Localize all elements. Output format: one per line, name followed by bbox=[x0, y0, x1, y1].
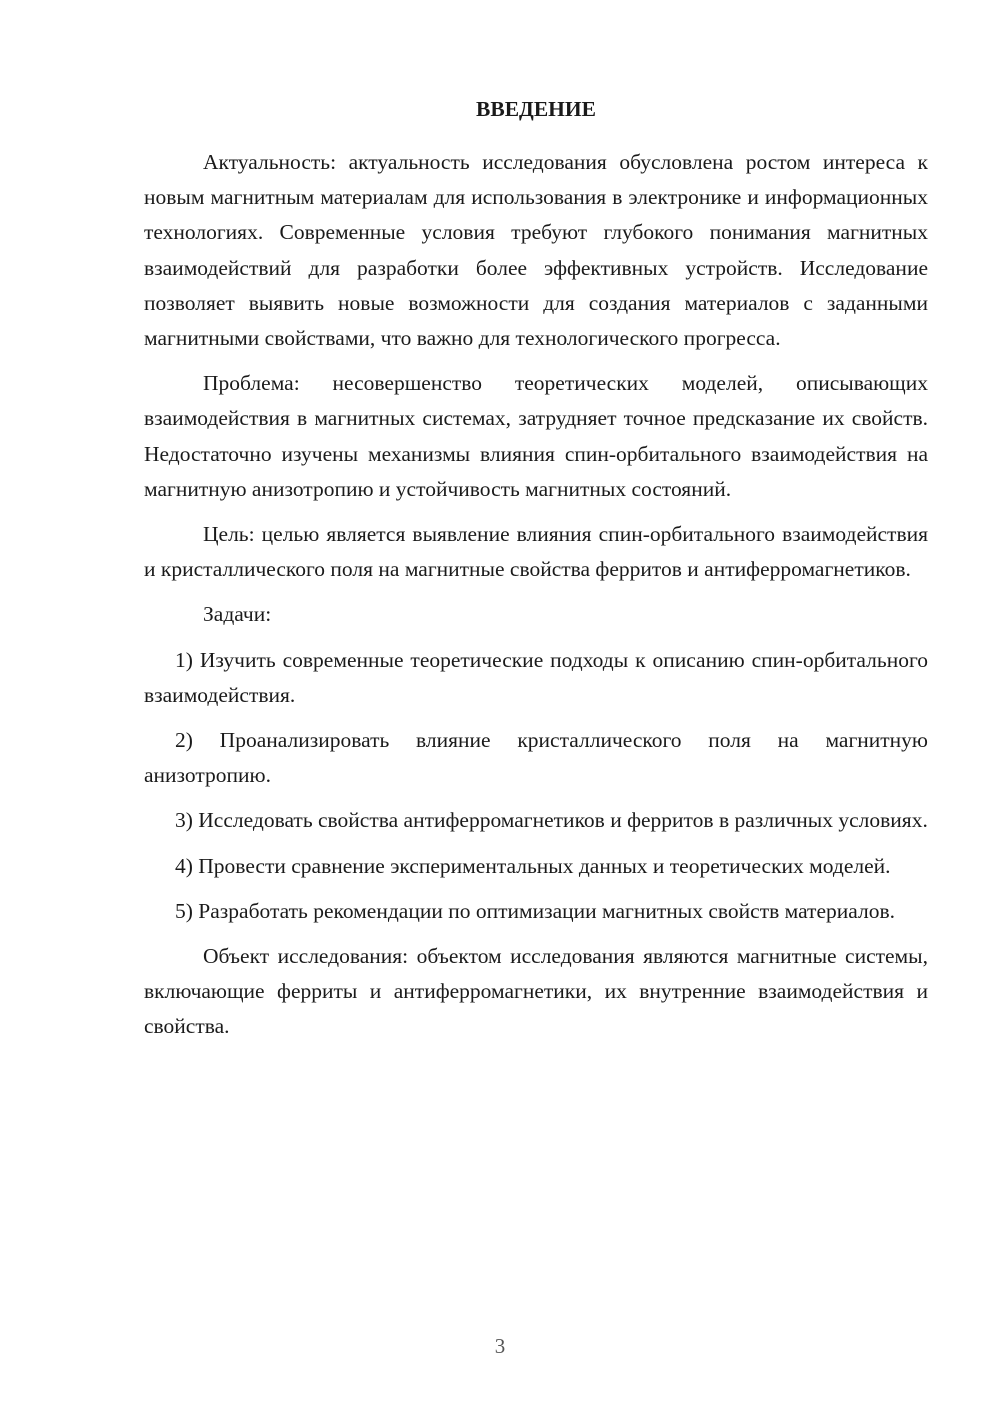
task-item-2: 2) Проанализировать влияние кристаллического поля на магнитную анизотропию. bbox=[144, 728, 928, 788]
paragraph-goal: Цель: целью является выявление влияния спин-орбитального взаимодействия и кристаллического поля на магнитные свойства ферритов и антиферромагнетиков. bbox=[144, 522, 928, 582]
task-item-4: 4) Провести сравнение экспериментальных данных и теоретических моделей. bbox=[175, 853, 891, 878]
task-item-5: 5) Разработать рекомендации по оптимизации магнитных свойств материалов. bbox=[175, 898, 895, 923]
paragraph-relevance: Актуальность: актуальность исследования обусловлена ростом интереса к новым магнитным материалам для использования в электронике и информационных технологиях. Современные условия требуют глубокого понимания магнитных взаимодействий для разработки более эффективных устройств. Исследование позволяет выявить новые возможности для создания материалов с заданными магнитными свойствами, что важно для технологического прогресса. bbox=[144, 150, 928, 351]
paragraph-object: Объект исследования: объектом исследования являются магнитные системы, включающие ферриты и антиферромагнетики, их внутренние взаимодействия и свойства. bbox=[144, 944, 928, 1039]
paragraph-problem: Проблема: несовершенство теоретических моделей, описывающих взаимодействия в магнитных системах, затрудняет точное предсказание их свойств. Недостаточно изучены механизмы влияния спин-орбитального взаимодействия на магнитную анизотропию и устойчивость магнитных состояний. bbox=[144, 371, 928, 501]
task-item-3: 3) Исследовать свойства антиферромагнетиков и ферритов в различных условиях. bbox=[175, 808, 928, 833]
page-number: 3 bbox=[494, 1334, 506, 1358]
document-title: ВВЕДЕНИЕ bbox=[476, 97, 596, 121]
task-item-1: 1) Изучить современные теоретические подходы к описанию спин-орбитального взаимодействия. bbox=[144, 647, 928, 707]
tasks-heading: Задачи: bbox=[203, 602, 272, 627]
document-page bbox=[144, 92, 928, 1055]
